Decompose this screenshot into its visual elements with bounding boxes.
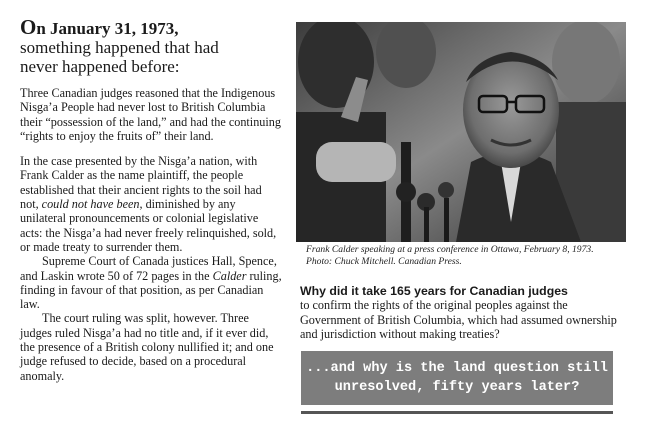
headline-line-2: never happened before: <box>20 57 180 76</box>
question-body: to confirm the rights of the original peoples against the Government of British Columbia, which had assumed ownership and jurisdiction without making treaties? <box>300 298 617 341</box>
banner-underline <box>301 411 613 414</box>
paragraph-2: In the case presented by the Nisga’a nation, with Frank Calder as the name plaintiff, the people established that their ancient rights to the soil had not, could not have been, diminished by any unilateral pronouncements or colonial legislative acts: the Nisga’a had never freely relinquished, sold, or made treaty to surrender them. <box>20 154 277 254</box>
headline <box>20 15 282 76</box>
paragraph-1: Three Canadian judges reasoned that the Indigenous Nisga’a People had never lost to British Columbia their “possession of the land,” and had the continuing “rights to enjoy the fruits of” their land. <box>20 86 281 143</box>
paragraph-3: Supreme Court of Canada justices Hall, Spence, and Laskin wrote 50 of 72 pages in the Calder ruling, finding in favour of that position, as per Canadian law. <box>20 254 282 312</box>
headline-line-1: something happened that had <box>20 38 219 57</box>
question-title: Why did it take 165 years for Canadian judges <box>300 284 568 298</box>
banner-line-1: ...and why is the land question still <box>306 361 608 376</box>
photo-illustration <box>296 22 626 242</box>
question-block <box>300 284 630 341</box>
photo-caption <box>306 244 626 268</box>
caption-line-1: Frank Calder speaking at a press conference in Ottawa, February 8, 1973. <box>306 244 594 255</box>
paragraph-4: The court ruling was split, however. Three judges ruled Nisga’a had no title and, if it ever did, the presence of a British colony nullified it; and one judge refused to decide, based on a procedural anomaly. <box>20 311 274 383</box>
land-question-banner <box>301 351 613 405</box>
banner-line-2: unresolved, fifty years later? <box>334 380 580 395</box>
article-column <box>20 15 282 383</box>
press-conference-photo <box>296 22 626 242</box>
headline-date: On January 31, 1973, <box>20 15 179 39</box>
caption-line-2: Photo: Chuck Mitchell. Canadian Press. <box>306 256 462 267</box>
